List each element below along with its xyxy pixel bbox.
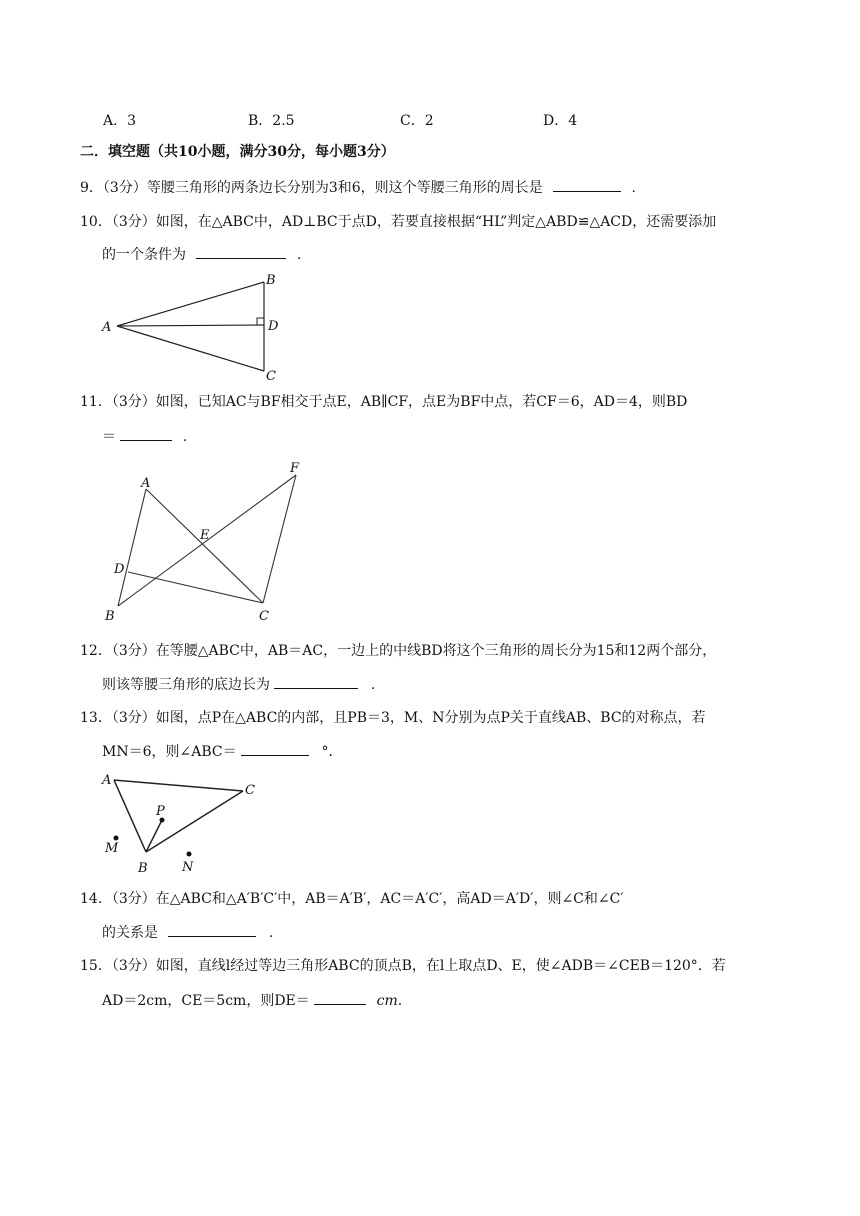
answer-blank[interactable] xyxy=(241,741,309,756)
question-10-line2 xyxy=(102,244,301,265)
q13-degree: °． xyxy=(321,744,343,760)
answer-blank[interactable] xyxy=(168,922,256,937)
label-d: D xyxy=(268,319,279,334)
question-14-line2 xyxy=(102,922,273,943)
answer-blank[interactable] xyxy=(274,674,358,689)
question-15-line2 xyxy=(102,990,402,1011)
q10-period: . xyxy=(296,247,302,263)
figure-q11 xyxy=(100,458,305,625)
q15-line2-text: AD＝2cm，CE＝5cm，则DE＝ xyxy=(102,993,310,1009)
q15-line1: 15．（3分）如图，直线l经过等边三角形ABC的顶点B，在l上取点D、E，使∠ADB＝∠CEB＝120°．若 xyxy=(80,958,726,974)
q15-unit: cm. xyxy=(376,993,403,1009)
option-d: D．4 xyxy=(543,113,578,129)
question-13-line2 xyxy=(102,741,343,762)
question-9 xyxy=(80,177,636,198)
q12-line1: 12．（3分）在等腰△ABC中，AB＝AC，一边上的中线BD将这个三角形的周长分为15和12两个部分， xyxy=(80,643,717,659)
q11-line2-text: ＝ xyxy=(102,429,116,445)
option-b: B．2.5 xyxy=(248,113,295,129)
q9-period: . xyxy=(631,180,636,196)
label-d: D xyxy=(114,562,125,577)
q11-line1: 11．（3分）如图，已知AC与BF相交于点E，AB∥CF，点E为BF中点，若CF＝6，AD＝4，则BD xyxy=(80,394,688,410)
label-m: M xyxy=(105,841,119,856)
q13-line2-text: MN＝6，则∠ABC＝ xyxy=(102,744,237,760)
figure-q10 xyxy=(100,270,290,385)
figure-q13 xyxy=(100,768,260,876)
label-b: B xyxy=(105,609,115,624)
q13-line1: 13．（3分）如图，点P在△ABC的内部，且PB＝3，M、N分别为点P关于直线AB、BC的对称点，若 xyxy=(80,710,706,726)
question-12-line2 xyxy=(102,674,375,695)
label-p: P xyxy=(156,804,165,819)
label-a: A xyxy=(102,320,112,335)
q14-line2-text: 的关系是 xyxy=(102,925,158,941)
q12-line2-text: 则该等腰三角形的底边长为 xyxy=(102,677,270,693)
option-c: C．2 xyxy=(400,113,434,129)
q14-period: . xyxy=(268,925,274,941)
label-c: C xyxy=(266,369,276,384)
question-11-line2 xyxy=(102,426,187,447)
label-b: B xyxy=(266,273,276,288)
label-b: B xyxy=(138,861,148,876)
answer-blank[interactable] xyxy=(120,426,172,441)
label-n: N xyxy=(182,860,194,875)
section-title: 二．填空题（共10小题，满分30分，每小题3分） xyxy=(80,144,395,160)
label-e: E xyxy=(200,528,210,543)
q11-period: . xyxy=(182,429,188,445)
q10-line2-text: 的一个条件为 xyxy=(102,247,186,263)
option-a: A．3 xyxy=(103,113,137,129)
answer-blank[interactable] xyxy=(553,177,621,192)
label-c: C xyxy=(245,783,255,798)
label-f: F xyxy=(290,461,300,476)
label-a: A xyxy=(102,773,112,788)
q10-line1: 10．（3分）如图，在△ABC中，AD⊥BC于点D，若要直接根据“HL”判定△ABD≌△ACD，还需要添加 xyxy=(80,214,717,230)
label-a: A xyxy=(141,476,151,491)
answer-blank[interactable] xyxy=(314,990,366,1005)
q12-period: . xyxy=(370,677,376,693)
q14-line1: 14．（3分）在△ABC和△A′B′C′中，AB＝A′B′，AC＝A′C′，高AD＝A′D′，则∠C和∠C′ xyxy=(80,891,624,907)
answer-blank[interactable] xyxy=(196,244,286,259)
label-c: C xyxy=(259,609,269,624)
q9-text: 9．（3分）等腰三角形的两条边长分别为3和6，则这个等腰三角形的周长是 xyxy=(80,180,543,196)
